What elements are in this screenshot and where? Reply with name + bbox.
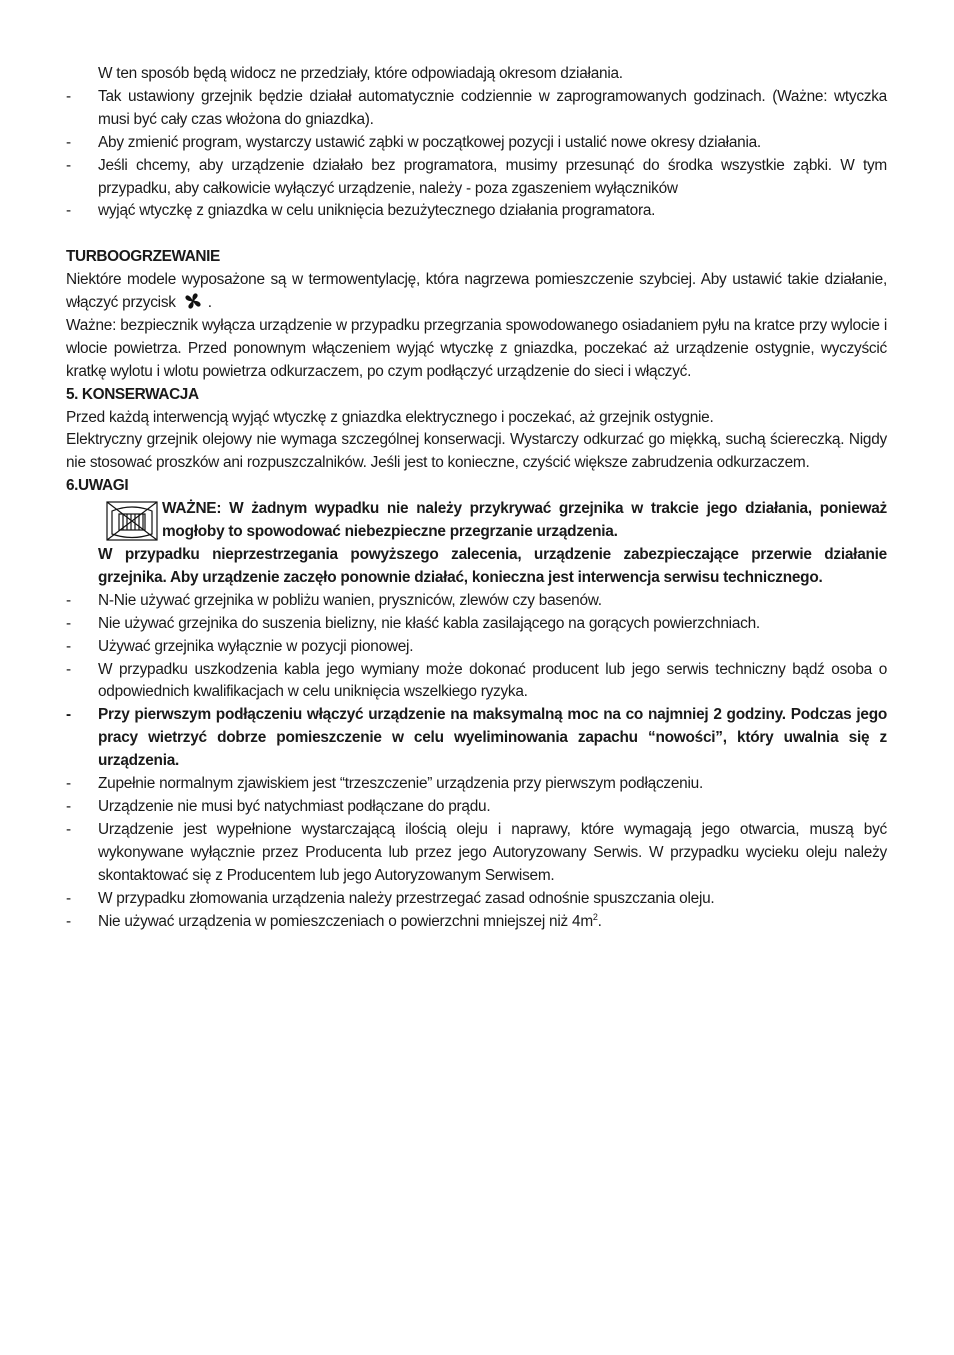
list-dash: - xyxy=(66,660,71,678)
turbo-text-end: . xyxy=(207,294,212,312)
list-dash: - xyxy=(66,156,71,174)
list-item xyxy=(66,132,887,155)
list-dash: - xyxy=(66,637,71,655)
list-dash: - xyxy=(66,706,71,724)
list-item-text: Używać grzejnika wyłącznie w pozycji pionowej. xyxy=(98,637,414,655)
list-dash: - xyxy=(66,912,71,930)
list-item-text: Urządzenie jest wypełnione wystarczającą ilością oleju i naprawy, które wymagają jego otwarcia, muszą być wykonywane wyłącznie przez Producenta lub przez jego Autoryzowany Serwis. W przypadku wycieku oleju należy skontaktować się z Producentem lub jego Autoryzowanym Serwisem. xyxy=(98,820,887,884)
list-item-text: Nie używać grzejnika do suszenia bielizny, nie kłaść kabla zasilającego na gorących powierzchniach. xyxy=(98,614,760,632)
list-item-text: Urządzenie nie musi być natychmiast podłączane do prądu. xyxy=(98,797,491,815)
list-item xyxy=(66,200,887,223)
warning-block xyxy=(66,498,887,544)
section-heading-uwagi: 6.UWAGI xyxy=(66,477,129,495)
list-item xyxy=(66,819,887,888)
section-heading-konserwacja: 5. KONSERWACJA xyxy=(66,385,199,403)
konserwacja-paragraph-1: Przed każdą interwencją wyjąć wtyczkę z gniazdka elektrycznego i poczekać, aż grzejnik ostygnie. xyxy=(66,408,714,426)
list-item xyxy=(66,773,887,796)
list-dash: - xyxy=(66,797,71,815)
list-item xyxy=(66,659,887,705)
warning-continuation: W przypadku nieprzestrzegania powyższego zalecenia, urządzenie zabezpieczające przerwie działanie grzejnika. Aby urządzenie zaczęło ponownie działać, konieczna jest interwencja serwisu technicznego. xyxy=(98,546,887,586)
list-item-text: Zupełnie normalnym zjawiskiem jest “trzeszczenie” urządzenia przy pierwszym podłączeniu. xyxy=(98,775,703,793)
area-text-end: . xyxy=(597,912,602,930)
list-dash: - xyxy=(66,202,71,220)
list-item-text: wyjąć wtyczkę z gniazdka w celu uniknięcia bezużytecznego działania programatora. xyxy=(98,202,656,220)
list-item xyxy=(66,155,887,201)
turbo-text: Niektóre modele wyposażone są w termowentylację, która nagrzewa pomieszczenie szybciej. Aby ustawić takie działanie, włączyć przycisk xyxy=(66,271,887,312)
turbo-paragraph-2: Ważne: bezpiecznik wyłącza urządzenie w przypadku przegrzania spowodowanego osiadaniem pyłu na kratce przy wylocie i wlocie powietrza. Przed ponownym włączeniem wyjąć wtyczkę z gniazdka, poczekać aż urządzenie ostygnie, wyczyścić kratkę wylotu i wlotu powietrza odkurzaczem, po czym podłączyć urządzenie do sieci i włączyć. xyxy=(66,316,887,380)
konserwacja-paragraph-2: Elektryczny grzejnik olejowy nie wymaga szczególnej konserwacji. Wystarczy odkurzać go miękką, suchą ściereczką. Nigdy nie stosować proszków ani rozpuszczalników. Jeśli jest to konieczne, czyścić większe zabrudzenia odkurzaczem. xyxy=(66,431,887,472)
list-item-text: Tak ustawiony grzejnik będzie działał automatycznie codziennie w zaprogramowanych godzinach. (Ważne: wtyczka musi być cały czas włożona do gniazdka). xyxy=(98,87,887,128)
list-item xyxy=(66,796,887,819)
list-item xyxy=(66,590,887,613)
list-dash: - xyxy=(66,87,71,105)
list-item-text xyxy=(98,913,602,930)
superscript: 2 xyxy=(592,911,598,922)
area-text: Nie używać urządzenia w pomieszczeniach o powierzchni mniejszej niż 4m xyxy=(98,912,593,930)
list-item xyxy=(66,86,887,132)
list-dash: - xyxy=(66,614,71,632)
spacer xyxy=(66,223,887,246)
do-not-cover-icon xyxy=(106,501,158,541)
list-item xyxy=(66,888,887,911)
list-item-text: N-Nie używać grzejnika w pobliżu wanien, pryszniców, zlewów czy basenów. xyxy=(98,591,602,609)
list-item-text: Aby zmienić program, wystarczy ustawić ząbki w początkowej pozycji i ustalić nowe okresy działania. xyxy=(98,133,761,151)
list-dash: - xyxy=(66,889,71,907)
list-item-bold xyxy=(66,704,887,773)
list-item-text: W przypadku złomowania urządzenia należy przestrzegać zasad odnośnie spuszczania oleju. xyxy=(98,889,715,907)
fan-icon xyxy=(182,292,204,310)
list-item xyxy=(66,613,887,636)
list-dash: - xyxy=(66,591,71,609)
list-item-text: Przy pierwszym podłączeniu włączyć urządzenie na maksymalną moc na co najmniej 2 godziny. Podczas jego pracy wietrzyć dobrze pomieszczenie w celu wyeliminowania zapachu “nowości”, który uwalnia się z urządzenia. xyxy=(98,706,887,770)
section-heading-turbo: TURBOOGRZEWANIE xyxy=(66,248,220,266)
list-item xyxy=(66,636,887,659)
list-item-text: W przypadku uszkodzenia kabla jego wymiany może dokonać producent lub jego serwis techniczny bądź osoba o odpowiednich kwalifikacjach w celu uniknięcia wszelkiego ryzyka. xyxy=(98,660,887,701)
turbo-paragraph-1 xyxy=(66,269,887,315)
list-item-text: Jeśli chcemy, aby urządzenie działało bez programatora, musimy przesunąć do środka wszystkie ząbki. W tym przypadku, aby całkowicie wyłączyć urządzenie, należy - poza zgaszeniem wyłączników xyxy=(98,156,887,197)
list-dash: - xyxy=(66,133,71,151)
list-dash: - xyxy=(66,775,71,793)
list-dash: - xyxy=(66,820,71,838)
warning-text: WAŻNE: W żadnym wypadku nie należy przykrywać grzejnika w trakcie jego działania, ponieważ mogłoby to spowodować niebezpieczne przegrzanie urządzenia. xyxy=(162,500,887,541)
list-item xyxy=(66,911,887,934)
document-page xyxy=(66,63,887,933)
intro-continuation: W ten sposób będą widocz ne przedziały, które odpowiadają okresom działania. xyxy=(98,65,623,82)
